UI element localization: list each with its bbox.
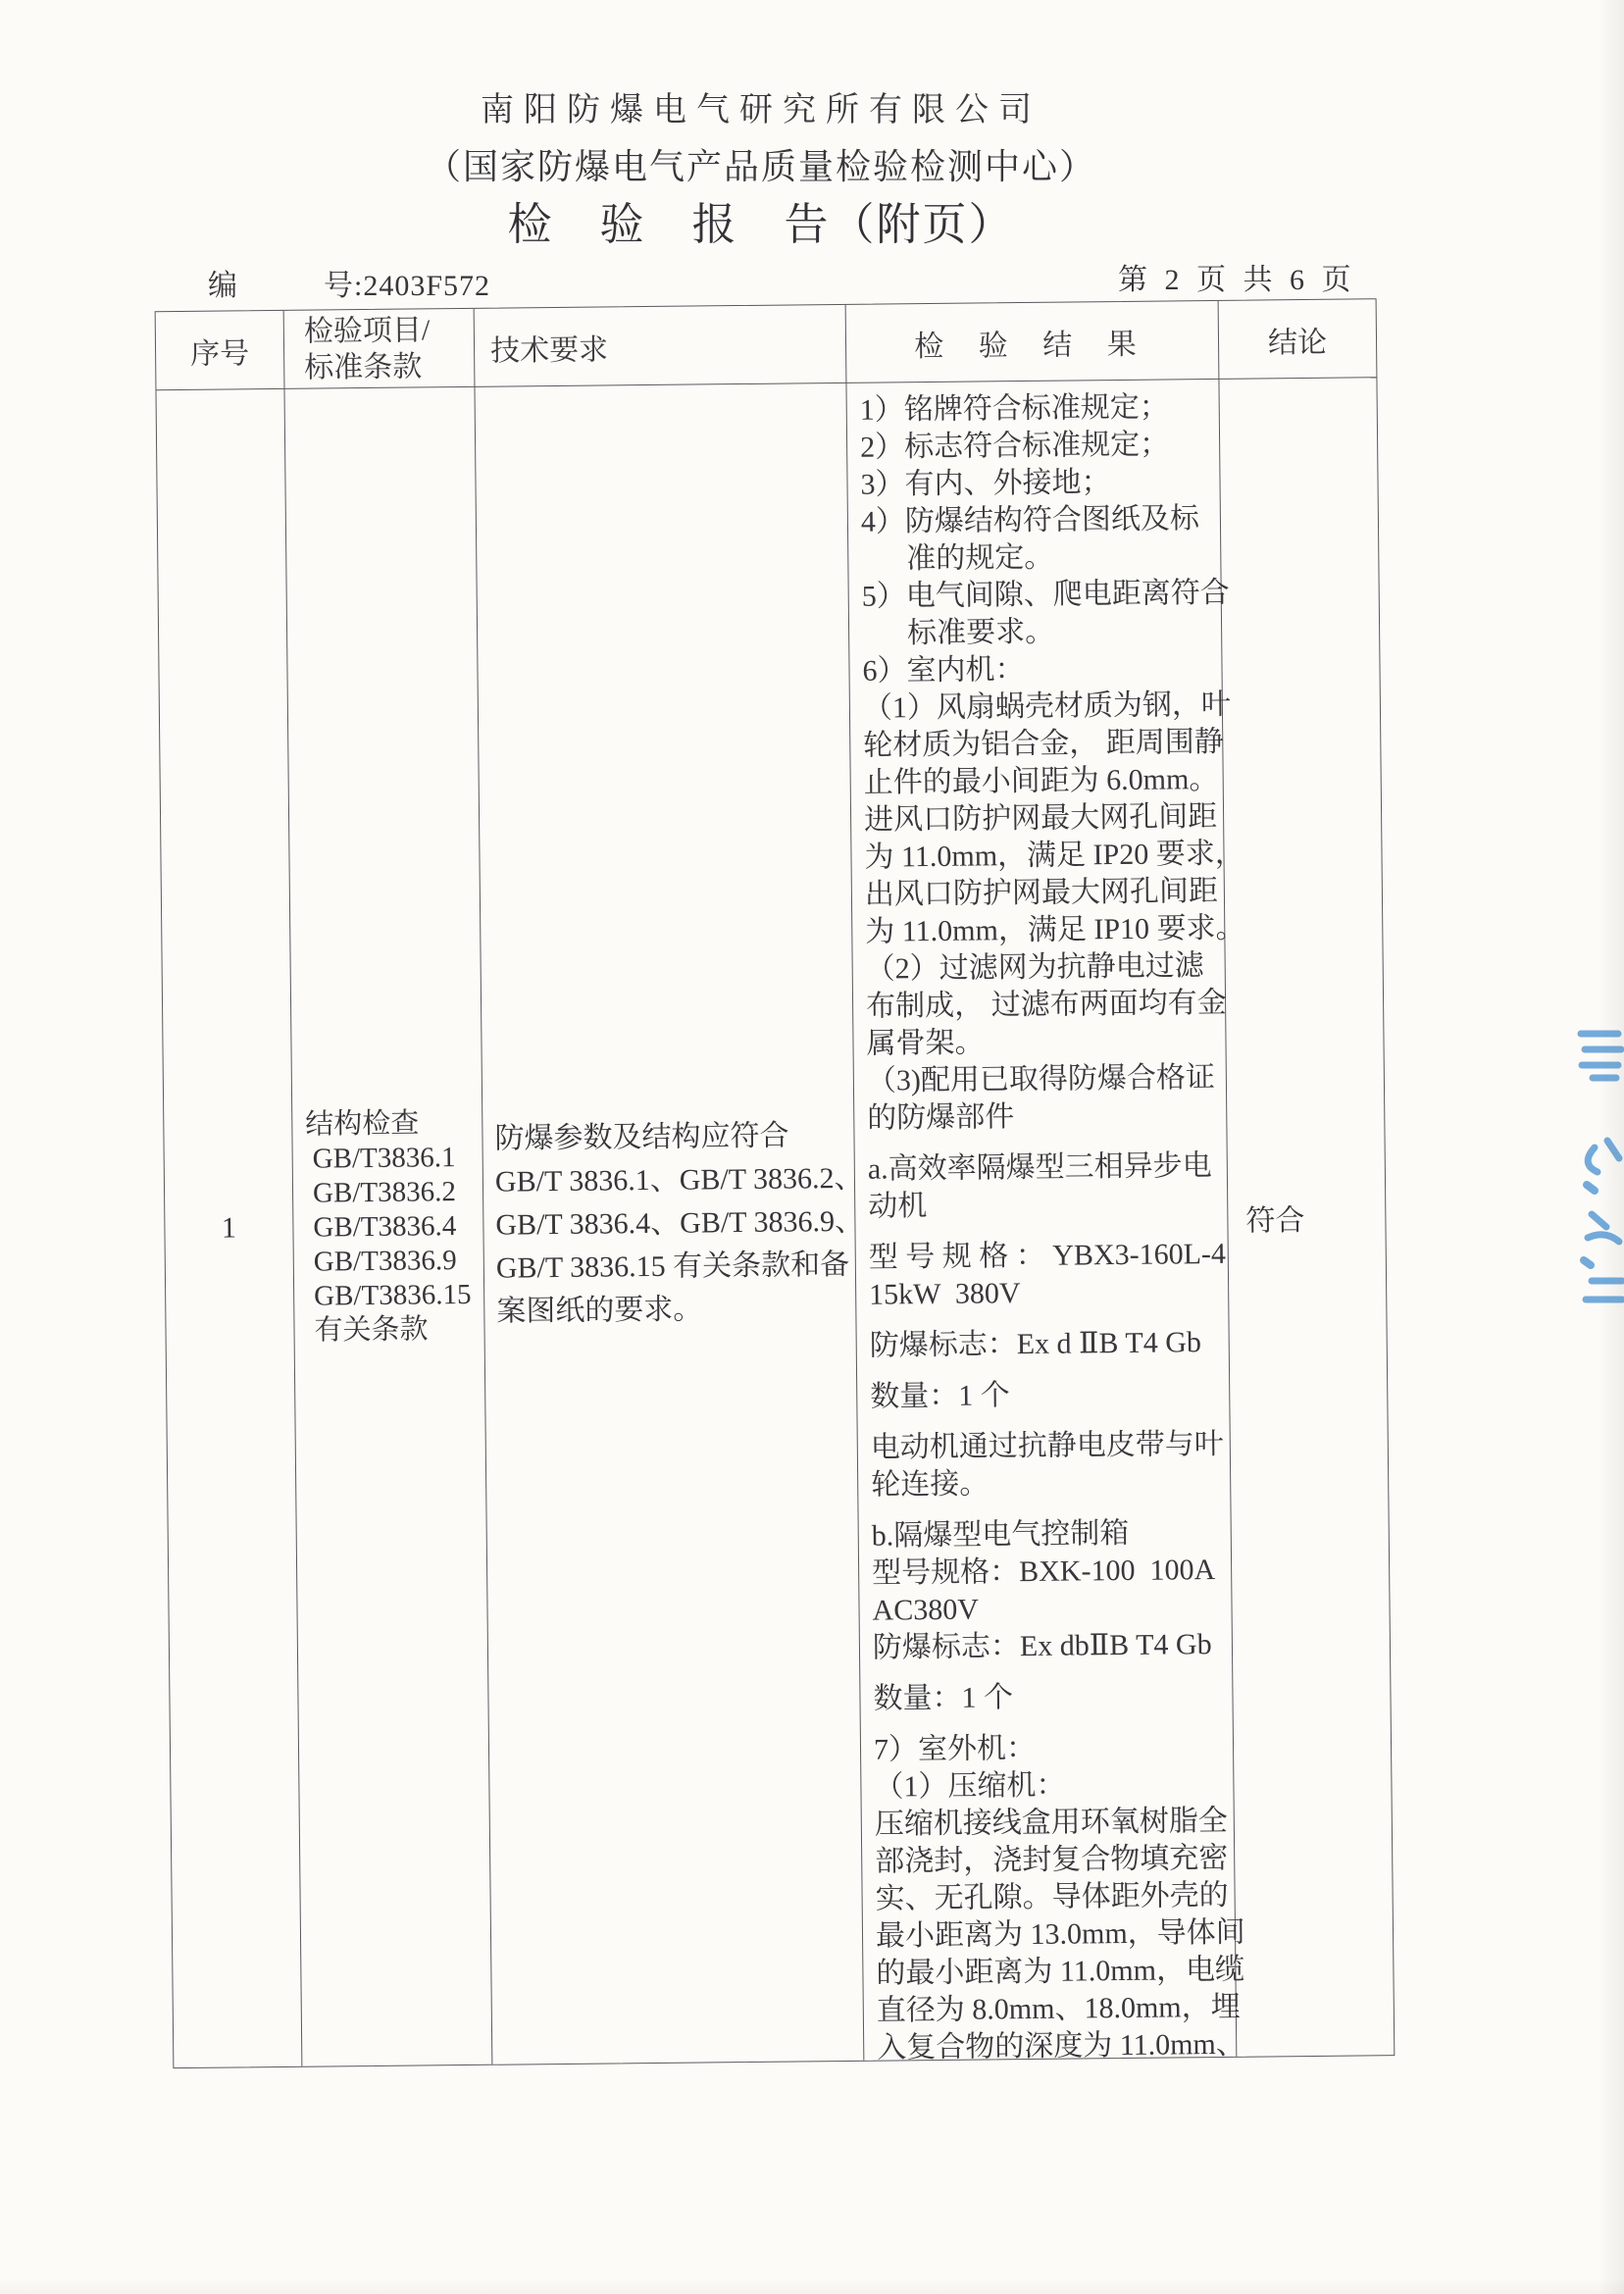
text-line: GB/T 3836.15 有关条款和备 <box>495 1248 850 1285</box>
inspection-table <box>155 298 1396 2068</box>
text-line: 案图纸的要求。 <box>496 1293 703 1328</box>
text-line: （1）风扇蜗壳材质为钢，叶 <box>862 688 1232 725</box>
report-no-label: 编 <box>208 270 237 302</box>
text-line: 准的规定。 <box>906 540 1054 576</box>
text-line: 直径为 8.0mm、18.0mm，埋 <box>876 1990 1241 2027</box>
text-line: 的防爆部件 <box>867 1100 1015 1135</box>
text-line: 电动机通过抗静电皮带与叶 <box>870 1427 1224 1464</box>
text-line: 4）防爆结构符合图纸及标 <box>860 502 1200 538</box>
cell-conclusion: 符合 <box>1245 1204 1305 1238</box>
header-cell-conclusion: 结论 <box>1219 299 1377 380</box>
text-line: 7）室外机： <box>873 1731 1037 1766</box>
company-name: 南阳防爆电气研究所有限公司 <box>481 92 1041 128</box>
cell-requirement <box>475 383 864 2065</box>
header-cell-requirement: 技术要求 <box>475 305 847 387</box>
text-line: （1）压缩机： <box>874 1768 1066 1804</box>
text-line: 2）标志符合标准规定； <box>859 428 1170 464</box>
text-line: 轮材质为铝合金， 距周围静 <box>863 725 1224 762</box>
text-line: 压缩机接线盒用环氧树脂全 <box>874 1804 1228 1841</box>
text-line: a.高效率隔爆型三相异步电 <box>867 1149 1212 1186</box>
cell-item <box>284 387 492 2066</box>
text-line: 数量：1 个 <box>870 1379 1010 1413</box>
header-cell-result: 检 验 结 果 <box>846 301 1220 383</box>
text-line: GB/T 3836.4、GB/T 3836.9、 <box>495 1204 865 1242</box>
text-line: 为 11.0mm，满足 IP20 要求， <box>864 837 1244 874</box>
text-line: GB/T 3836.1、GB/T 3836.2、 <box>494 1161 864 1198</box>
text-line: 的最小距离为 11.0mm，电缆 <box>876 1953 1245 1990</box>
text-line: （3)配用已取得防爆合格证 <box>866 1060 1216 1097</box>
cell-result <box>846 380 1245 2065</box>
text-line: GB/T3836.15 <box>313 1278 472 1312</box>
text-line: 实、无孔隙。导体距外壳的 <box>875 1878 1229 1915</box>
text-line: GB/T3836.4 <box>313 1209 457 1244</box>
text-line: 防爆标志：Ex d ⅡB T4 Gb <box>869 1326 1202 1362</box>
text-line: GB/T3836.1 <box>312 1141 456 1175</box>
text-line: 15kW 380V <box>869 1277 1021 1311</box>
text-line: 防爆标志：Ex dbⅡB T4 Gb <box>872 1628 1212 1664</box>
text-line: 数量：1 个 <box>873 1681 1014 1715</box>
text-line: GB/T3836.9 <box>313 1244 457 1278</box>
header-item-line2: 标准条款 <box>304 349 423 384</box>
header-cell-item <box>284 309 476 389</box>
text-line: （2）过滤网为抗静电过滤 <box>865 949 1204 986</box>
text-line: 布制成， 过滤布两面均有金 <box>865 986 1227 1023</box>
text-line: 5）电气间隙、爬电距离符合 <box>861 576 1230 613</box>
text-line: 最小距离为 13.0mm，导体间 <box>875 1915 1245 1953</box>
text-line: 止件的最小间距为 6.0mm。 <box>863 762 1219 799</box>
text-line: 入复合物的深度为 11.0mm、 <box>877 2027 1245 2065</box>
page-edge-shadow-bottom <box>0 2278 1624 2294</box>
center-subtitle: （国家防爆电气产品质量检验检测中心） <box>425 147 1096 186</box>
text-line: 进风口防护网最大网孔间距 <box>863 799 1218 837</box>
text-line: 出风口防护网最大网孔间距 <box>864 874 1219 911</box>
text-line: 防爆参数及结构应符合 <box>494 1119 789 1155</box>
text-line: 型号规格：BXK-100 100A <box>871 1554 1216 1590</box>
text-line: 动机 <box>868 1190 928 1223</box>
text-line: 轮连接。 <box>871 1467 990 1502</box>
header-item-line1: 检验项目/ <box>303 313 431 348</box>
report-title: 检 验 报 告（附页） <box>507 200 1015 249</box>
text-line: b.隔爆型电气控制箱 <box>871 1516 1130 1553</box>
page-indicator: 第 2 页 共 6 页 <box>1118 264 1356 296</box>
report-no-value: 号:2403F572 <box>324 270 491 302</box>
header-cell-seq: 序号 <box>156 311 285 390</box>
cell-seq: 1 <box>156 389 302 2067</box>
page-edge-shadow-right <box>1599 0 1624 2294</box>
text-line: 属骨架。 <box>866 1026 985 1060</box>
text-line: AC380V <box>872 1593 980 1627</box>
text-line: 部浇封，浇封复合物填充密 <box>875 1841 1229 1878</box>
text-line: 结构检查 <box>305 1106 420 1141</box>
text-line: 标准要求。 <box>906 615 1055 650</box>
text-line: 6）室内机： <box>862 653 1025 688</box>
text-line: 型 号 规 格 ： YBX3-160L-4 <box>868 1237 1227 1274</box>
text-line: 为 11.0mm，满足 IP10 要求。 <box>865 911 1245 948</box>
text-line: 1）铭牌符合标准规定； <box>859 390 1169 427</box>
text-line: 有关条款 <box>314 1312 429 1347</box>
text-line: 3）有内、外接地； <box>860 466 1111 501</box>
text-line: GB/T3836.2 <box>312 1175 457 1209</box>
